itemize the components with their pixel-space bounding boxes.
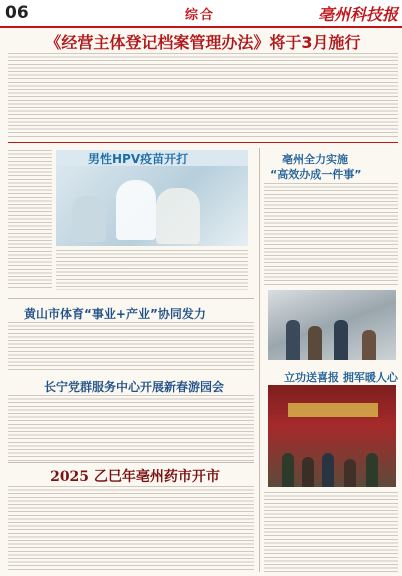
section-divider bbox=[8, 462, 254, 463]
section-divider bbox=[8, 142, 398, 143]
page-number: 06 bbox=[5, 3, 29, 23]
lihuang-headline: 立功送喜报 拥军暖人心 bbox=[284, 371, 398, 384]
changning-body-text bbox=[8, 395, 254, 461]
section-divider bbox=[8, 298, 254, 299]
yaoshi-body-text bbox=[8, 486, 254, 572]
bozhou-body-text bbox=[264, 183, 398, 287]
service-hall-photo bbox=[268, 290, 396, 360]
huangshan-headline: 黄山市体育“事业+产业”协同发力 bbox=[24, 307, 206, 321]
changning-headline: 长宁党群服务中心开展新春游园会 bbox=[44, 380, 225, 394]
bozhou-headline-line2: “高效办成一件事” bbox=[270, 168, 362, 181]
hpv-body-text bbox=[56, 250, 248, 290]
masthead-logo: 亳州科技报 bbox=[317, 5, 398, 24]
huangshan-body-text bbox=[8, 322, 254, 372]
bozhou-headline-line1: 亳州全力实施 bbox=[282, 153, 348, 166]
lead-headline: 《经营主体登记档案管理办法》将于3月施行 bbox=[45, 33, 361, 52]
lead-body-text bbox=[8, 53, 398, 139]
hpv-intro-text bbox=[8, 150, 52, 290]
yaoshi-headline: 2025 乙巳年亳州药市开市 bbox=[50, 469, 220, 485]
section-title: 综合 bbox=[185, 8, 216, 23]
hpv-headline: 男性HPV疫苗开打 bbox=[88, 152, 189, 166]
award-ceremony-photo bbox=[268, 385, 396, 487]
page-header bbox=[0, 0, 402, 28]
lihuang-body-text bbox=[264, 492, 398, 572]
hpv-vaccine-photo bbox=[56, 166, 248, 246]
column-divider bbox=[259, 148, 260, 572]
